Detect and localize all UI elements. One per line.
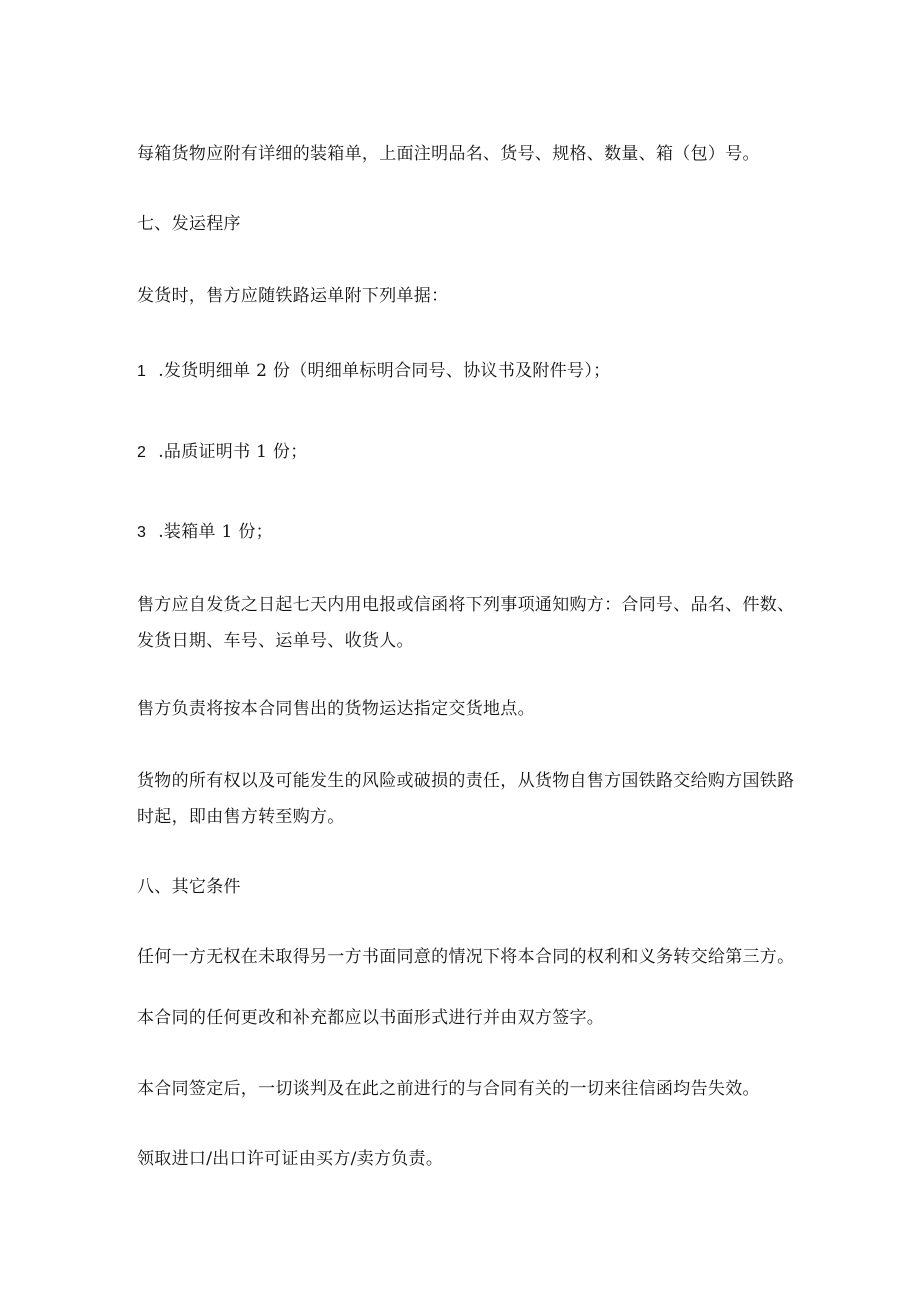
list-item-3-number: 3 [137,524,147,541]
paragraph-ownership-line-2: 时起，即由售方转至购方。 [137,807,345,827]
list-item-1-number: 1 [137,363,147,380]
paragraph-packing-list: 每箱货物应附有详细的装箱单，上面注明品名、货号、规格、数量、箱（包）号。 [137,144,760,164]
section-heading-other-conditions: 八、其它条件 [137,877,241,897]
list-item-2 [137,441,308,464]
list-item-1 [137,360,610,383]
paragraph-notification-line-1: 售方应自发货之日起七天内用电报或信函将下列事项通知购方：合同号、品名、件数、 [137,595,795,615]
list-item-2-number: 2 [137,444,147,461]
list-item-3-text: .装箱单 1 份； [158,522,273,542]
paragraph-ownership-line-1: 货物的所有权以及可能发生的风险或破损的责任，从货物自售方国铁路交给购方国铁路 [137,771,795,791]
list-item-2-text: .品质证明书 1 份； [158,442,308,462]
paragraph-license: 领取进口/出口许可证由买方/卖方负责。 [137,1149,444,1169]
paragraph-prior-correspondence: 本合同签定后，一切谈判及在此之前进行的与合同有关的一切来往信函均告失效。 [137,1079,760,1099]
list-item-3 [137,521,273,544]
paragraph-shipping-documents: 发货时，售方应随铁路运单附下列单据： [137,286,449,306]
list-item-1-text: .发货明细单 2 份（明细单标明合同号、协议书及附件号）； [158,361,611,381]
paragraph-amendments: 本合同的任何更改和补充都应以书面形式进行并由双方签字。 [137,1008,605,1028]
paragraph-notification-line-2: 发货日期、车号、运单号、收货人。 [137,631,414,651]
section-heading-shipping-procedure: 七、发运程序 [137,214,241,234]
paragraph-transfer-rights: 任何一方无权在未取得另一方书面同意的情况下将本合同的权利和义务转交给第三方。 [137,947,795,967]
paragraph-delivery-responsibility: 售方负责将按本合同售出的货物运达指定交货地点。 [137,699,535,719]
